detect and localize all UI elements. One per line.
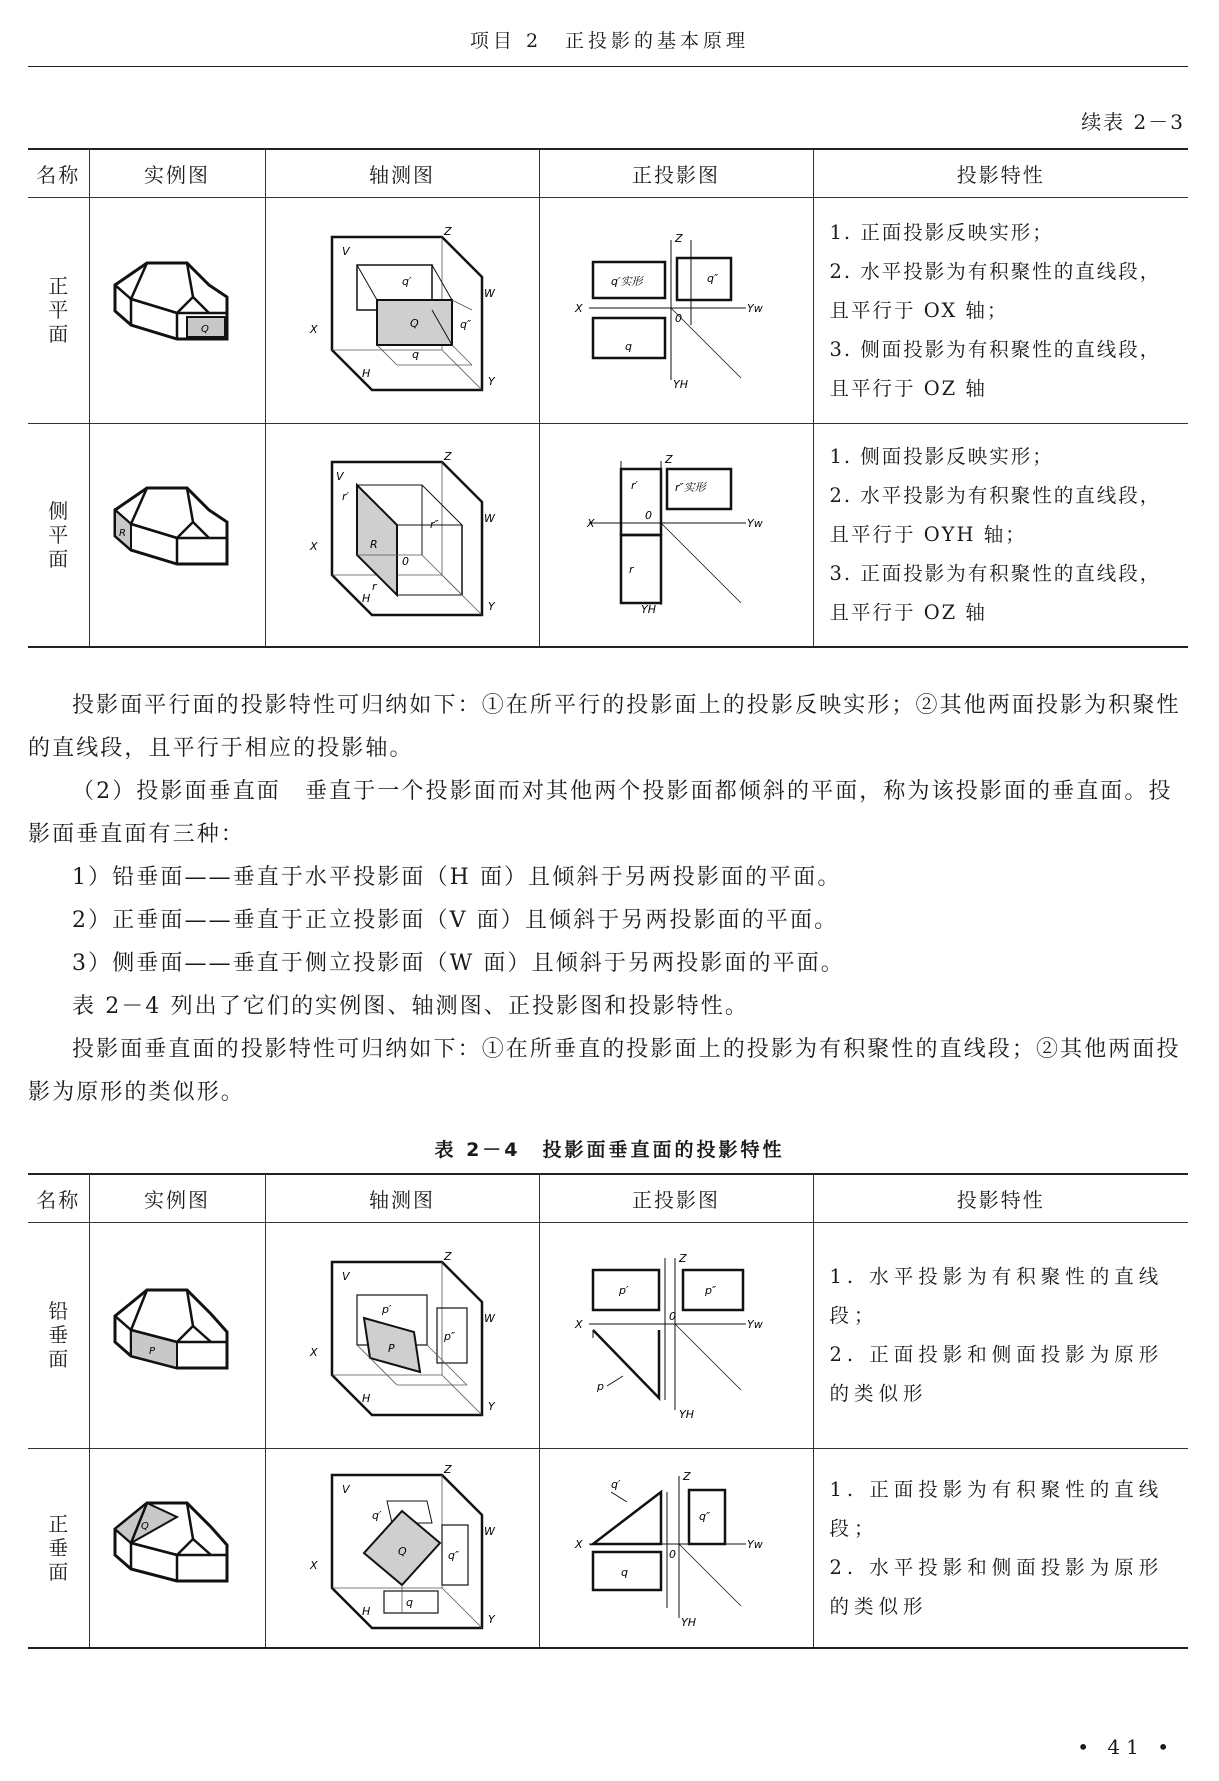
svg-text:H: H [362,1392,371,1405]
list-item-profile-perpendicular: 3）侧垂面——垂直于侧立投影面（W 面）且倾斜于另两投影面的平面。 [72,951,845,976]
orthographic-drawing [571,230,781,390]
svg-text:Z: Z [679,1252,687,1265]
list-item-frontal-perpendicular: 2）正垂面——垂直于正立投影面（V 面）且倾斜于另两投影面的平面。 [72,908,839,933]
table-2-4-title: 表 2－4 投影面垂直面的投影特性 [434,1139,785,1161]
col-header-name: 名称 [28,1174,89,1222]
axonometric-drawing [302,1250,502,1420]
svg-text:H: H [362,591,371,605]
orthographic-drawing [571,455,781,615]
col-header-properties: 投影特性 [813,1174,1188,1222]
row-name: 侧 平 面 [28,423,89,647]
axonometric-drawing [302,450,502,620]
svg-text:V: V [342,1482,350,1496]
svg-text:Z: Z [665,454,673,466]
svg-text:r′: r′ [342,489,350,503]
svg-text:W: W [484,1312,495,1325]
svg-text:P: P [388,1342,395,1355]
orthographic-figure [539,1222,813,1448]
svg-text:r″: r″ [430,517,439,531]
svg-text:q: q [412,348,419,361]
svg-text:YH: YH [679,1408,694,1420]
table-row [28,197,1188,423]
svg-text:Q: Q [201,324,209,335]
svg-text:X: X [310,539,318,553]
axonometric-drawing [302,225,502,395]
svg-text:p: p [597,1380,604,1393]
solid-block-figure [107,1280,247,1390]
svg-text:Y: Y [488,375,495,388]
col-header-example: 实例图 [89,149,265,197]
svg-text:p′: p′ [619,1284,629,1297]
orthographic-figure [539,197,813,423]
svg-text:P: P [149,1346,156,1357]
svg-text:Z: Z [444,1250,452,1263]
row-name: 正 平 面 [28,197,89,423]
table-row [28,1448,1188,1648]
svg-text:r′: r′ [631,478,639,492]
svg-text:H: H [362,367,371,380]
svg-text:Y: Y [488,1612,495,1626]
svg-text:X: X [575,302,583,315]
example-figure [89,1222,265,1448]
table-row [28,423,1188,647]
svg-text:q′: q′ [611,1477,621,1491]
svg-text:X: X [310,1558,318,1572]
svg-text:X: X [310,323,318,336]
paragraph-perpendicular-summary: 投影面垂直面的投影特性可归纳如下：①在所垂直的投影面上的投影为有积聚性的直线段；②其他两面投影为原形的类似形。 [28,1037,1181,1105]
svg-text:W: W [484,511,495,525]
continued-table-label: 续表 2－3 [1081,110,1185,134]
svg-text:p′: p′ [382,1303,392,1316]
svg-text:0: 0 [402,554,409,568]
svg-text:V: V [342,1270,350,1283]
svg-text:q′实形: q′实形 [611,275,643,288]
svg-text:0: 0 [675,312,682,325]
svg-text:Yw: Yw [747,516,763,530]
svg-text:R: R [370,537,378,551]
svg-text:p″: p″ [705,1284,717,1297]
properties-cell: 1. 水平投影为有积聚性的直线段； 2. 正面投影和侧面投影为原形的类似形 [813,1222,1188,1448]
svg-text:Q: Q [410,317,419,330]
orthographic-figure [539,1448,813,1648]
svg-text:V: V [342,245,350,258]
svg-text:Z: Z [444,449,452,463]
col-header-axonometric: 轴测图 [265,149,539,197]
svg-text:Yw: Yw [747,302,763,315]
properties-cell: 1. 正面投影反映实形； 2. 水平投影为有积聚性的直线段，且平行于 OX 轴； 3. 侧面投影为有积聚性的直线段，且平行于 OZ 轴 [813,197,1188,423]
svg-text:q: q [621,1565,628,1579]
svg-text:Y: Y [488,599,495,613]
table-row [28,1222,1188,1448]
svg-text:YH: YH [673,378,688,390]
svg-text:W: W [484,287,495,300]
col-header-orthographic: 正投影图 [539,149,813,197]
svg-text:X: X [575,1537,583,1551]
svg-text:R: R [119,527,126,539]
header-rule [28,66,1188,67]
svg-text:r: r [372,579,377,593]
solid-block-figure [107,1493,247,1603]
col-header-name: 名称 [28,149,89,197]
svg-text:Yw: Yw [747,1537,763,1551]
table-header-row [28,1174,1188,1222]
svg-text:q: q [625,340,632,353]
svg-text:q″: q″ [707,272,719,285]
svg-text:0: 0 [669,1547,676,1561]
col-header-properties: 投影特性 [813,149,1188,197]
row-name: 正 垂 面 [28,1448,89,1648]
example-figure [89,197,265,423]
svg-text:Yw: Yw [747,1318,763,1331]
axonometric-drawing [302,1463,502,1633]
paragraph-table-reference: 表 2－4 列出了它们的实例图、轴测图、正投影图和投影特性。 [72,994,749,1019]
axonometric-figure [265,423,539,647]
properties-cell: 1. 侧面投影反映实形； 2. 水平投影为有积聚性的直线段，且平行于 OYH 轴； 3. 正面投影为有积聚性的直线段，且平行于 OZ 轴 [813,423,1188,647]
example-figure [89,1448,265,1648]
solid-block-figure [107,255,247,365]
svg-text:Z: Z [683,1469,691,1483]
svg-text:X: X [310,1346,318,1359]
table-header-row [28,149,1188,197]
page-number: • 41 • [1077,1735,1175,1759]
properties-cell: 1. 正面投影为有积聚性的直线段； 2. 水平投影和侧面投影为原形的类似形 [813,1448,1188,1648]
table-2-3 [28,148,1188,648]
axonometric-figure [265,1222,539,1448]
svg-text:Q: Q [398,1544,407,1558]
paragraph-perpendicular-intro: （2）投影面垂直面 垂直于一个投影面而对其他两个投影面都倾斜的平面，称为该投影面的垂直面。投影面垂直面有三种： [28,779,1173,847]
axonometric-figure [265,1448,539,1648]
svg-text:0: 0 [669,1310,676,1323]
list-item-horizontal-perpendicular: 1）铅垂面——垂直于水平投影面（H 面）且倾斜于另两投影面的平面。 [72,865,842,890]
paragraph-parallel-summary: 投影面平行面的投影特性可归纳如下：①在所平行的投影面上的投影反映实形；②其他两面投影为积聚性的直线段，且平行于相应的投影轴。 [28,693,1181,761]
svg-text:Y: Y [488,1400,495,1413]
svg-text:Z: Z [675,232,683,245]
svg-text:YH: YH [641,602,656,615]
orthographic-figure [539,423,813,647]
svg-text:X: X [575,1318,583,1331]
table-2-4 [28,1173,1188,1649]
svg-text:X: X [587,516,595,530]
orthographic-drawing [571,1250,781,1420]
svg-text:YH: YH [681,1615,696,1628]
solid-block-figure [107,480,247,590]
svg-text:q″: q″ [448,1548,460,1562]
svg-text:Q: Q [141,1520,149,1532]
orthographic-drawing [571,1468,781,1628]
axonometric-figure [265,197,539,423]
svg-text:W: W [484,1524,495,1538]
col-header-orthographic: 正投影图 [539,1174,813,1222]
svg-text:0: 0 [645,508,652,522]
svg-text:Z: Z [444,225,452,238]
svg-text:r: r [629,562,634,576]
svg-text:p″: p″ [444,1330,456,1343]
svg-text:q: q [406,1595,413,1609]
svg-text:H: H [362,1604,371,1618]
svg-text:q′: q′ [372,1508,382,1522]
row-name: 铅 垂 面 [28,1222,89,1448]
svg-text:Z: Z [444,1462,452,1476]
example-figure [89,423,265,647]
running-head: 项目 2 正投影的基本原理 [469,30,750,52]
svg-text:q″: q″ [460,318,472,331]
col-header-axonometric: 轴测图 [265,1174,539,1222]
svg-text:V: V [336,469,344,483]
svg-text:q′: q′ [402,275,412,288]
svg-text:r″实形: r″实形 [675,480,706,494]
col-header-example: 实例图 [89,1174,265,1222]
svg-text:q″: q″ [699,1509,711,1523]
